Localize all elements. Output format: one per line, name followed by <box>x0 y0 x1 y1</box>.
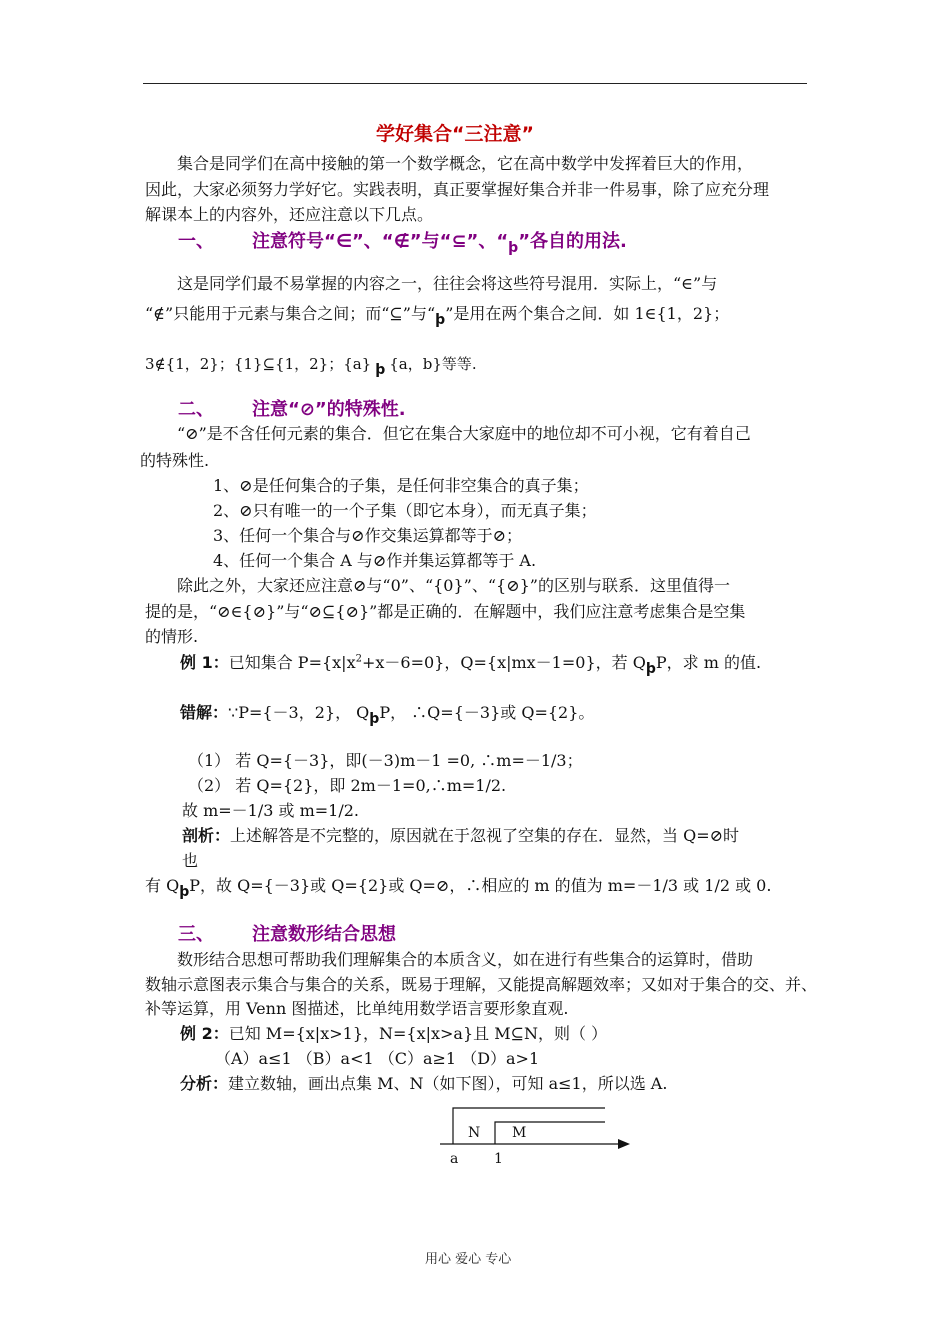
example-2: 例 2：已知 M={x|x>1}，N={x|x>a}且 M⊆N，则（ ） <box>180 1024 608 1043</box>
s3-para-line-3: 补等运算，用 Venn 图描述，比单纯用数学语言要形象直观. <box>145 999 569 1018</box>
s2-list-item-4: 4、任何一个集合 A 与⊘作并集运算都等于 A. <box>213 551 537 570</box>
s3-para-line-1: 数形结合思想可帮助我们理解集合的本质含义，如在进行有些集合的运算时，借助 <box>177 950 754 969</box>
page-title: 学好集合“三注意” <box>376 123 534 145</box>
section-1-number: 一、 <box>178 231 214 252</box>
intro-line-3: 解课本上的内容外，还应注意以下几点。 <box>145 205 434 224</box>
page-footer: 用心 爱心 专心 <box>425 1252 512 1267</box>
section-1-title-b: ”各自的用法. <box>518 231 627 252</box>
label-1: 1 <box>494 1151 503 1167</box>
section-3-heading <box>178 925 396 945</box>
s2-list-item-3: 3、任何一个集合与⊘作交集运算都等于⊘； <box>213 526 522 545</box>
section-2-number: 二、 <box>178 399 214 420</box>
proper-subset-symbol: þ <box>645 661 656 677</box>
s2-para-line-2: 的特殊性. <box>140 451 210 470</box>
analysis-2-label: 分析： <box>180 1074 229 1093</box>
axis-arrow-icon <box>618 1139 630 1149</box>
s1-para-line-3: 3∉{1，2}；{1}⊆{1，2}；{a} þ {a，b}等等. <box>145 355 477 378</box>
proper-subset-symbol: þ <box>508 240 519 256</box>
analysis-1-label: 剖析： <box>182 826 231 845</box>
s2-list-item-1: 1、⊘是任何集合的子集，是任何非空集合的真子集； <box>213 476 589 495</box>
analysis-1-line-3: 有 QþP，故 Q={－3}或 Q={2}或 Q=⊘，∴相应的 m 的值为 m=－1/3 或 1/2 或 0. <box>145 876 772 900</box>
s2-list-item-2: 2、⊘只有唯一的一个子集（即它本身），而无真子集； <box>213 501 597 520</box>
s1-para-line-2: “∉”只能用于元素与集合之间；而“⊆”与“þ”是用在两个集合之间．如 1∈{1，2}； <box>145 304 730 328</box>
case-1: （1） 若 Q={－3}，即(－3)m－1 =0, ∴m=－1/3； <box>188 751 583 770</box>
section-1-title-a: 注意符号“∈”、“∉”与“⊆”、“ <box>252 231 509 252</box>
section-3-title: 注意数形结合思想 <box>252 924 396 945</box>
s2-para-line-5: 的情形. <box>145 627 199 646</box>
proper-subset-symbol: þ <box>369 711 380 727</box>
label-n: N <box>468 1125 481 1141</box>
conclusion: 故 m=－1/3 或 m=1/2. <box>182 801 360 820</box>
section-2-heading <box>178 400 406 420</box>
section-3-number: 三、 <box>178 924 214 945</box>
example-1: 例 1：已知集合 $P=\{x|x^2+x-6=0\}$，Q={x|mx－1=0}，若 QþP，求 m 的值. <box>180 653 762 677</box>
section-1-heading <box>178 231 627 256</box>
label-m: M <box>512 1125 527 1141</box>
header-rule <box>143 83 807 84</box>
s1-para-line-1: 这是同学们最不易掌握的内容之一，往往会将这些符号混用．实际上，“∈”与 <box>177 274 718 293</box>
section-2-title: 注意“⊘”的特殊性. <box>252 399 406 420</box>
number-line-figure <box>430 1100 650 1175</box>
s2-para-line-1: “⊘”是不含任何元素的集合．但它在集合大家庭中的地位却不可小视，它有着自己 <box>177 424 751 443</box>
analysis-1: 剖析：上述解答是不完整的，原因就在于忽视了空集的存在．显然，当 Q=⊘时 <box>182 826 740 845</box>
example-2-options: （A）a≤1 （B）a<1 （C）a≥1 （D）a>1 <box>215 1049 540 1068</box>
s2-para-line-3: 除此之外，大家还应注意⊘与“0”、“{0}”、“{⊘}”的区别与联系．这里值得一 <box>177 576 730 595</box>
wrong-solution-label: 错解： <box>180 703 229 722</box>
proper-subset-symbol: þ <box>375 362 386 378</box>
example-1-label: 例 1： <box>180 653 229 672</box>
proper-subset-symbol: þ <box>435 312 446 328</box>
intro-line-2: 因此，大家必须努力学好它。实践表明，真正要掌握好集合并非一件易事，除了应充分理 <box>145 180 770 199</box>
s2-para-line-4: 提的是，“⊘∈{⊘}”与“⊘⊆{⊘}”都是正确的．在解题中，我们应注意考虑集合是空集 <box>145 602 746 621</box>
intro-line-1: 集合是同学们在高中接触的第一个数学概念，它在高中数学中发挥着巨大的作用， <box>177 154 754 173</box>
analysis-2: 分析：建立数轴，画出点集 M、N（如下图），可知 a≤1，所以选 A. <box>180 1074 668 1093</box>
s3-para-line-2: 数轴示意图表示集合与集合的关系，既易于理解，又能提高解题效率；又如对于集合的交、并、 <box>145 975 818 994</box>
analysis-1-cont: 也 <box>182 851 199 870</box>
label-a: a <box>450 1151 459 1167</box>
wrong-solution: 错解：∵P={－3，2}， QþP， ∴Q={－3}或 Q={2}。 <box>180 703 595 727</box>
case-2: （2） 若 Q={2}，即 2m－1=0,∴m=1/2. <box>188 776 507 795</box>
example-2-label: 例 2： <box>180 1024 229 1043</box>
proper-subset-symbol: þ <box>179 884 190 900</box>
